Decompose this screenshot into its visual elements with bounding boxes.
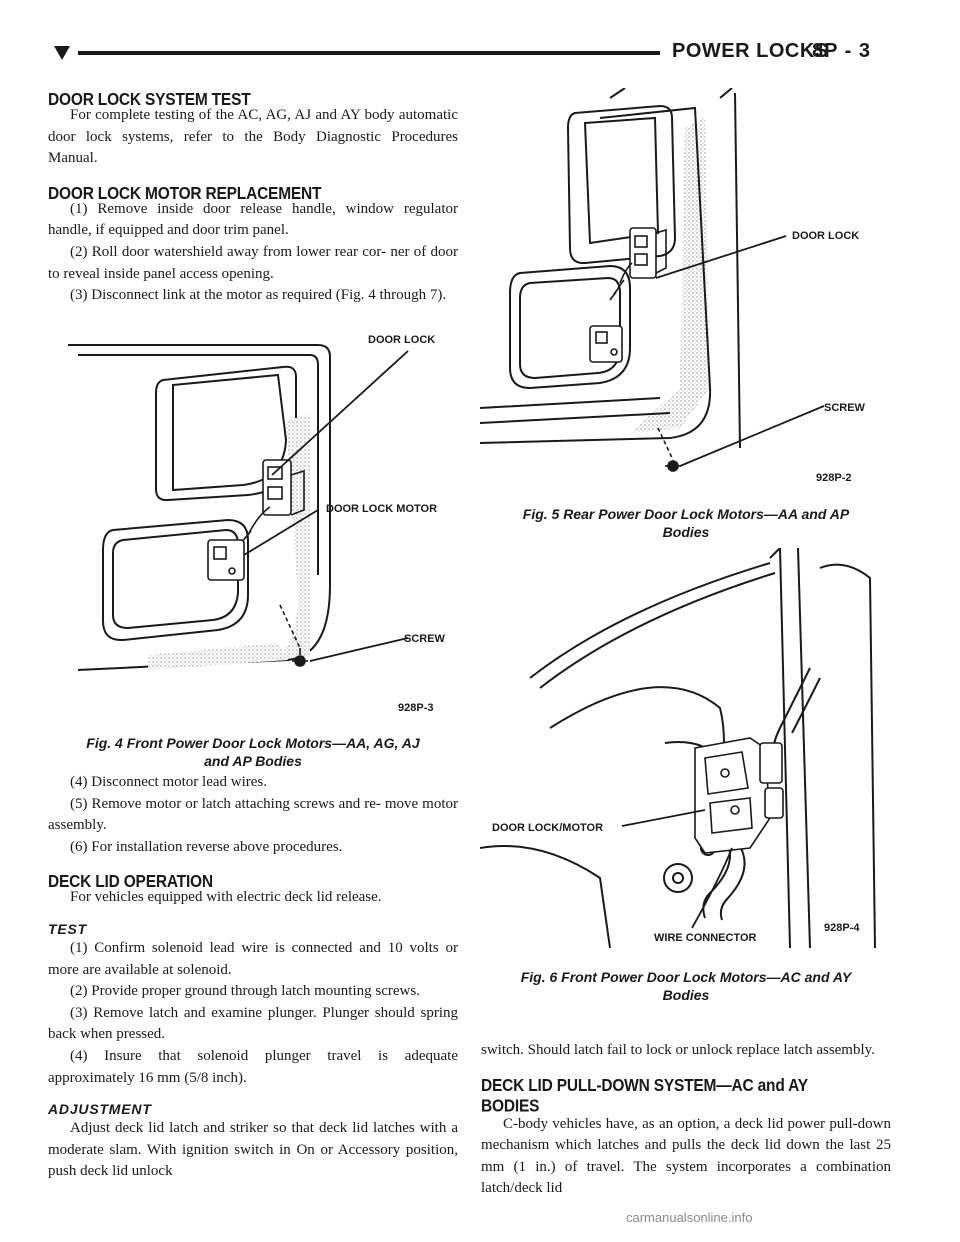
left-column-bottom bbox=[48, 772, 458, 1183]
paragraph-adjustment: Adjust deck lid latch and striker so that deck lid latches with a moderate slam. With ignition switch in On or Accessory position, push deck lid unlock bbox=[48, 1120, 458, 1180]
test-step-3: (3) Remove latch and examine plunger. Plunger should spring back when pressed. bbox=[48, 1004, 458, 1043]
step-6: (6) For installation reverse above procedures. bbox=[70, 838, 343, 855]
fig5-code: 928P-2 bbox=[816, 472, 852, 484]
fig6-label-door-lock-motor: DOOR LOCK/MOTOR bbox=[492, 822, 604, 834]
test-step-1: (1) Confirm solenoid lead wire is connected and 10 volts or more are available at solenoid. bbox=[48, 939, 458, 978]
heading-deck-lid-pull-down-line1: DECK LID PULL-DOWN SYSTEM—AC and AY bbox=[481, 1075, 808, 1096]
fig4-label-screw: SCREW bbox=[404, 633, 445, 645]
fig6-label-wire-connector: WIRE CONNECTOR bbox=[654, 932, 757, 944]
paragraph-pull-down: C-body vehicles have, as an option, a deck lid power pull-down mechanism which latches and pulls the deck lid down the last 25 mm (1 in.) of travel. The system incorporates a combination latch/deck lid bbox=[481, 1115, 891, 1197]
test-step-4: (4) Insure that solenoid plunger travel is adequate approximately 16 mm (5/8 inch). bbox=[48, 1047, 458, 1086]
heading-door-lock-motor-replacement: DOOR LOCK MOTOR REPLACEMENT bbox=[48, 183, 322, 204]
fig4-caption bbox=[48, 734, 458, 770]
fig6-caption bbox=[481, 968, 891, 1004]
heading-door-lock-system-test: DOOR LOCK SYSTEM TEST bbox=[48, 90, 251, 110]
heading-deck-lid-pull-down-line2: BODIES bbox=[481, 1096, 540, 1116]
step-2: (2) Roll door watershield away from lower rear cor- ner of door to reveal inside panel access opening. bbox=[48, 243, 458, 282]
fig6-caption-line1: Fig. 6 Front Power Door Lock Motors—AC and AY bbox=[520, 969, 852, 985]
fig4-caption-line2: and AP Bodies bbox=[204, 753, 302, 769]
fig6-caption-line2: Bodies bbox=[662, 987, 710, 1003]
paragraph-deck-lid: For vehicles equipped with electric deck lid release. bbox=[70, 889, 382, 906]
heading-adjustment: ADJUSTMENT bbox=[48, 1101, 152, 1118]
heading-test: TEST bbox=[48, 920, 87, 937]
right-column-bottom bbox=[481, 1040, 891, 1200]
fig5-label-door-lock: DOOR LOCK bbox=[792, 230, 860, 242]
step-4: (4) Disconnect motor lead wires. bbox=[70, 774, 268, 790]
fig5-caption-line1: Fig. 5 Rear Power Door Lock Motors—AA and AP bbox=[522, 506, 850, 522]
left-column-top bbox=[48, 90, 458, 307]
fig6-illustration bbox=[480, 548, 900, 953]
fig4-label-door-lock: DOOR LOCK bbox=[368, 334, 436, 346]
step-1: (1) Remove inside door release handle, window regulator handle, if equipped and door trim panel. bbox=[48, 200, 458, 239]
watermark: carmanualsonline.info bbox=[626, 1210, 753, 1225]
header-title: POWER LOCKS bbox=[672, 40, 829, 62]
fig6-code: 928P-4 bbox=[824, 922, 860, 934]
step-3: (3) Disconnect link at the motor as required (Fig. 4 through 7). bbox=[70, 287, 447, 304]
fig4-illustration bbox=[48, 325, 468, 720]
page-number: 8P - 3 bbox=[812, 40, 871, 62]
heading-deck-lid-operation: DECK LID OPERATION bbox=[48, 872, 213, 892]
fig5-illustration bbox=[480, 88, 900, 488]
fig4-code: 928P-3 bbox=[398, 702, 434, 714]
header-triangle-icon bbox=[54, 46, 70, 60]
fig5-caption bbox=[481, 505, 891, 541]
paragraph-adjustment-continued: switch. Should latch fail to lock or unlock replace latch assembly. bbox=[481, 1042, 875, 1058]
fig4-caption-line1: Fig. 4 Front Power Door Lock Motors—AA, AG, AJ bbox=[86, 735, 420, 751]
fig4-label-door-lock-motor: DOOR LOCK MOTOR bbox=[326, 503, 438, 515]
fig5-caption-line2: Bodies bbox=[662, 524, 710, 540]
test-step-2: (2) Provide proper ground through latch mounting screws. bbox=[70, 983, 420, 1000]
header-rule bbox=[78, 51, 660, 55]
fig5-label-screw: SCREW bbox=[824, 402, 865, 414]
paragraph-door-lock-test: For complete testing of the AC, AG, AJ and AY body automatic door lock systems, refer to the Body Diagnostic Procedures Manual. bbox=[48, 107, 458, 167]
heading-deck-lid-pull-down bbox=[481, 1076, 891, 1117]
step-5: (5) Remove motor or latch attaching screws and re- move motor assembly. bbox=[48, 795, 458, 834]
